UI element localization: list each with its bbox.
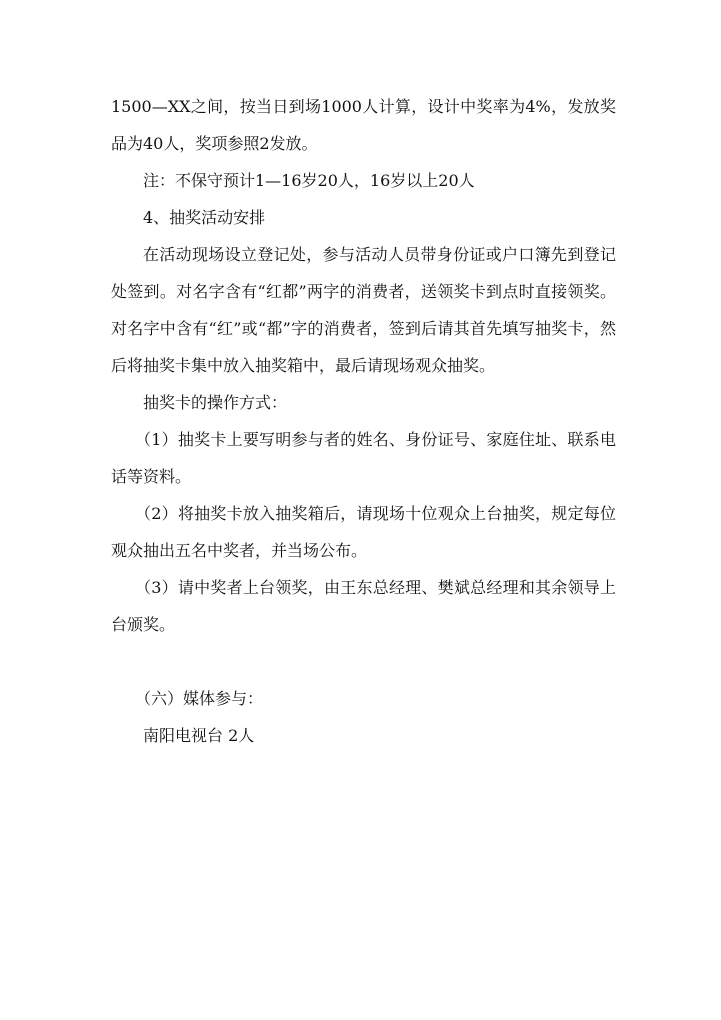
section-heading-media: （六）媒体参与： [135,689,264,708]
paragraph-card-operation-heading: 抽奖卡的操作方式： [143,393,288,412]
paragraph-lottery-arrangement: 在活动现场设立登记处，参与活动人员带身份证或户口簿先到登记处签到。对名字含有“红都”两字的消费者，送领奖卡到点时直接领奖。对名字中含有“红”或“都”字的消费者，签到后请其首先填写抽奖卡，然后将抽奖卡集中放入抽奖箱中，最后请现场观众抽奖。 [111,245,616,375]
paragraph-prize-rate: 1500—XX之间，按当日到场1000人计算，设计中奖率为4%，发放奖品为40人，奖项参照2发放。 [111,97,616,153]
section-heading-lottery: 4、抽奖活动安排 [143,208,266,227]
paragraph-step-2: （2）将抽奖卡放入抽奖箱后，请现场十位观众上台抽奖，规定每位观众抽出五名中奖者，并当场公布。 [111,504,616,560]
paragraph-note: 注：不保守预计1—16岁20人，16岁以上20人 [143,171,475,190]
paragraph-step-3: （3）请中奖者上台领奖，由王东总经理、樊斌总经理和其余领导上台颁奖。 [111,578,616,634]
document-body [111,88,616,754]
paragraph-media-tv: 南阳电视台 2人 [143,726,255,745]
paragraph-step-1: （1）抽奖卡上要写明参与者的姓名、身份证号、家庭住址、联系电话等资料。 [111,430,616,486]
blank-line [111,643,616,680]
